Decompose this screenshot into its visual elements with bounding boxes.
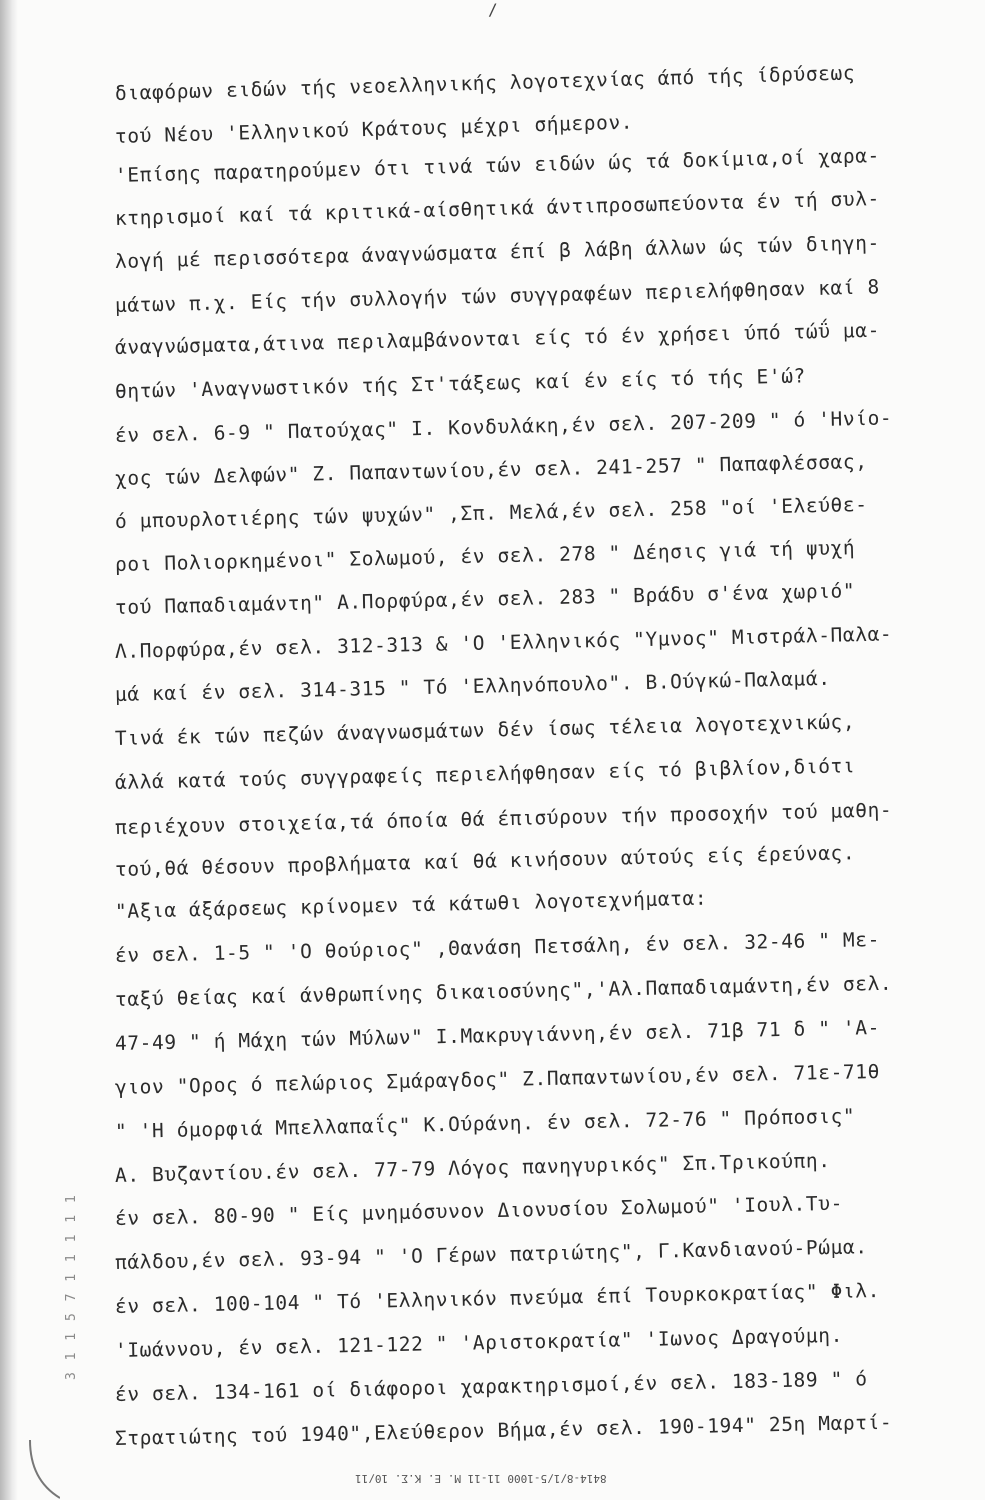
text-line: πάλδου,έν σελ. 93-94 " 'Ο Γέρων πατριώτης", Γ.Κανδιανού-Ρώμα. — [114, 1235, 868, 1274]
text-line: μά καί έν σελ. 314-315 " Τό 'Ελληνόπουλο". Β.Ούγκώ-Παλαμά. — [114, 666, 831, 706]
text-line: Στρατιώτης τού 1940",Ελεύθερον Βήμα,έν σελ. 190-194" 25η Μαρτί- — [114, 1410, 893, 1450]
text-line: έν σελ. 1-5 " 'Ο θούριος" ,Θανάση Πετσάλη, έν σελ. 32-46 " Με- — [114, 927, 881, 967]
text-line: περιέχουν στοιχεία,τά όποία θά έπισύρουν τήν προσοχήν τού μαθη- — [114, 798, 893, 839]
text-line: ταξύ θείας καί άνθρωπίνης δικαιοσύνης",'Αλ.Παπαδιαμάντη,έν σελ. — [114, 971, 893, 1011]
top-mark: / — [488, 0, 498, 19]
text-line: 47-49 " ή Μάχη τών Μύλων" Ι.Μακρυγιάννη,έν σελ. 71β 71 δ " 'Α- — [114, 1015, 881, 1055]
text-line: τού Νέου 'Ελληνικού Κράτους μέχρι σήμερον. — [114, 110, 634, 148]
text-line: έν σελ. 80-90 " Είς μνημόσυνον Διονυσίου Σολωμού" 'Ιουλ.Τυ- — [114, 1191, 844, 1230]
text-line: διαφόρων ειδών τής νεοελληνικής λογοτεχνίας άπό τής ίδρύσεως — [114, 61, 856, 105]
text-line: 'Ιωάννου, έν σελ. 121-122 " 'Αριστοκρατία" 'Ιωνος Δραγούμη. — [114, 1323, 844, 1362]
text-line: θητών 'Αναγνωστικόν τής Στ'τάξεως καί έν είς τό τής Ε'ώ? — [114, 364, 807, 403]
text-line: τού Παπαδιαμάντη" Α.Πορφύρα,έν σελ. 283 " Βράδυ σ'ένα χωριό" — [114, 579, 856, 619]
text-line: "Αξια άξάρσεως κρίνομεν τά κάτωθι λογοτεχνήματα: — [114, 886, 708, 923]
text-line: έν σελ. 6-9 " Πατούχας" Ι. Κονδυλάκη,έν σελ. 207-209 " ό 'Ηνίο- — [114, 406, 893, 447]
page-corner-curve — [0, 1440, 60, 1500]
text-line: χος τών Δελφών" Ζ. Παπαντωνίου,έν σελ. 241-257 " Παπαφλέσσας, — [114, 449, 868, 490]
text-line: Λ.Πορφύρα,έν σελ. 312-313 & 'Ο 'Ελληνικός "Υμνος" Μιστράλ-Παλα- — [114, 622, 893, 663]
text-line: ό μπουρλοτιέρης τών ψυχών" ,Σπ. Μελά,έν σελ. 258 "οί 'Ελεύθε- — [114, 492, 868, 533]
text-line: γιον "Ορος ό πελώριος Σμάραγδος" Ζ.Παπαντωνίου,έν σελ. 71ε-71θ — [114, 1059, 881, 1099]
text-line: Τινά έκ τών πεζών άναγνωσμάτων δέν ίσως τέλεια λογοτεχνικώς, — [114, 710, 856, 750]
page-edge-shadow — [0, 0, 18, 1500]
side-stamp: 3 1 1 5 7 1 1 1 1 1 — [64, 1193, 79, 1380]
text-line: " 'Η όμορφιά Μπελλαπαΐς" Κ.Ούράνη. έν σελ. 72-76 " Πρόποσις" — [114, 1104, 856, 1143]
text-line: μάτων π.χ. Είς τήν συλλογήν τών συγγραφέων περιελήφθησαν καί 8 — [114, 275, 881, 317]
text-line: άναγνώσματα,άτινα περιλαμβάνονται είς τό έν χρήσει ύπό τώΰ μα- — [114, 318, 881, 359]
footer-imprint: 8414-8/1/5-1000 11-11 Μ. Ε. Κ.Σ. 10/11 — [355, 1472, 607, 1485]
text-line: κτηρισμοί καί τά κριτικά-αίσθητικά άντιπροσωπεύοντα έν τή συλ- — [114, 186, 881, 230]
text-line: Α. Βυζαντίου.έν σελ. 77-79 Λόγος πανηγυρικός" Σπ.Τρικούπη. — [114, 1149, 831, 1187]
text-line: έν σελ. 134-161 οί διάφοροι χαρακτηρισμοί,έν σελ. 183-189 " ό — [114, 1367, 868, 1406]
text-line: 'Επίσης παρατηρούμεν ότι τινά τών ειδών ώς τά δοκίμια,οί χαρα- — [114, 143, 881, 187]
text-line: έν σελ. 100-104 " Τό 'Ελληνικόν πνεύμα έπί Τουρκοκρατίας" Φιλ. — [114, 1278, 881, 1318]
text-line: άλλά κατά τούς συγγραφείς περιελήφθησαν είς τό βιβλίον,διότι — [114, 754, 856, 794]
text-line: λογή μέ περισσότερα άναγνώσματα έπί β λάβη άλλων ώς τών διηγη- — [114, 231, 881, 273]
text-line: τού,θά θέσουν προβλήματα καί θά κινήσουν αύτούς είς έρεύνας. — [114, 841, 856, 881]
text-line: ροι Πολιορκημένοι" Σολωμού, έν σελ. 278 " Δέησις γιά τή ψυχή — [114, 536, 856, 576]
